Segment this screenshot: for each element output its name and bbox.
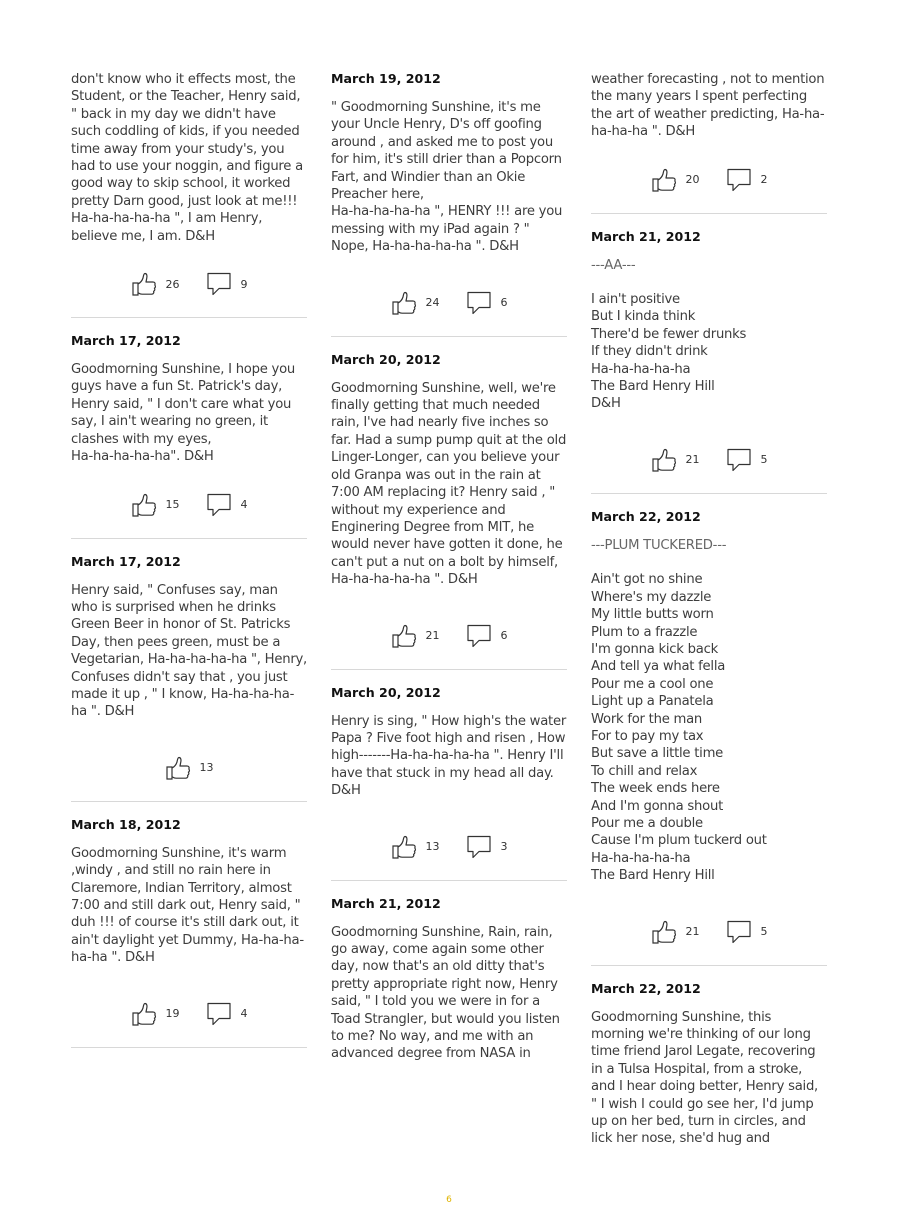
like-count: 20 [685, 173, 700, 187]
comment-count: 6 [500, 629, 508, 643]
post-date: March 18, 2012 [71, 816, 181, 832]
post-stats [331, 832, 567, 862]
thumbs-up-icon [391, 623, 417, 649]
post-stats [591, 917, 827, 947]
comment-stat[interactable] [466, 623, 508, 649]
comment-stat[interactable] [726, 167, 768, 193]
comment-bubble-icon [466, 290, 492, 316]
comment-stat[interactable] [726, 919, 768, 945]
thumbs-up-icon [391, 834, 417, 860]
poem-title: ---PLUM TUCKERED--- [591, 537, 727, 553]
post-body: Goodmorning Sunshine, I hope you guys have a fun St. Patrick's day, Henry said, " I don't care what you say, I ain't wearing no green, it clashes with my eyes, Ha-ha-ha-ha-ha". D&H [71, 362, 296, 465]
like-stat[interactable] [651, 167, 700, 193]
post-date: March 22, 2012 [591, 980, 701, 996]
post-date: March 17, 2012 [71, 333, 181, 349]
post-date: March 21, 2012 [591, 228, 701, 244]
post [591, 229, 827, 494]
comment-bubble-icon [726, 919, 752, 945]
like-stat[interactable] [131, 492, 180, 518]
comment-bubble-icon [726, 167, 752, 193]
like-stat[interactable] [391, 623, 440, 649]
post [71, 333, 307, 538]
like-stat[interactable] [391, 834, 440, 860]
post-date: March 22, 2012 [591, 508, 701, 524]
like-stat[interactable] [651, 919, 700, 945]
post-stats [331, 621, 567, 651]
post-divider [71, 1047, 307, 1048]
post-date: March 17, 2012 [71, 553, 181, 569]
thumbs-up-icon [165, 755, 191, 781]
thumbs-up-icon [131, 492, 157, 518]
page-number: 6 [446, 1195, 452, 1205]
post [71, 554, 307, 802]
post-stats [591, 165, 827, 195]
post-divider [591, 965, 827, 966]
comment-count: 6 [500, 296, 508, 310]
post-divider [331, 669, 567, 670]
poem-title: ---AA--- [591, 257, 636, 273]
like-stat[interactable] [651, 447, 700, 473]
comment-stat[interactable] [206, 1001, 248, 1027]
post-body: don't know who it effects most, the Student, or the Teacher, Henry said, " back in my day we didn't have such coddling of kids, if you needed time away from your study's, you had to use your noggin, and figure a good way to skip school, it worked pretty Darn good, just look at me!!! Ha-ha-ha-ha-ha ", I am Henry, believe me, I am. D&H [71, 72, 303, 244]
post-body: Ain't got no shine Where's my dazzle My little butts worn Plum to a frazzle I'm gonna kick back And tell ya what fella Pour me a cool one Light up a Panatela Work for the man For to pay my tax But save a little time To chill and relax The week ends here And I'm gonna shout Pour me a double Cause I'm plum tuckerd out Ha-ha-ha-ha-ha The Bard Henry Hill [591, 572, 767, 884]
like-stat[interactable] [165, 755, 214, 781]
comment-count: 5 [760, 453, 768, 467]
like-stat[interactable] [131, 1001, 180, 1027]
like-stat[interactable] [391, 290, 440, 316]
thumbs-up-icon [391, 290, 417, 316]
post-body: Henry is sing, " How high's the water Papa ? Five foot high and risen , How high-------Ha-ha-ha-ha-ha ". Henry I'll have that stuck in my head all day. D&H [331, 713, 566, 799]
post [591, 509, 827, 966]
like-count: 21 [685, 453, 700, 467]
post-body: weather forecasting , not to mention the many years I spent perfecting the art of weather predicting, Ha-ha-ha-ha-ha ". D&H [591, 72, 825, 140]
post-divider [331, 336, 567, 337]
post-divider [71, 317, 307, 318]
post-divider [331, 880, 567, 881]
comment-count: 3 [500, 840, 508, 854]
like-count: 19 [165, 1007, 180, 1021]
column-1 [71, 66, 307, 1063]
post [331, 685, 567, 881]
comment-count: 2 [760, 173, 768, 187]
post-divider [71, 538, 307, 539]
post-stats [331, 288, 567, 318]
post-stats [591, 445, 827, 475]
thumbs-up-icon [651, 919, 677, 945]
like-stat[interactable] [131, 271, 180, 297]
post-body: Goodmorning Sunshine, well, we're finally getting that much needed rain, I've had nearly five inches so far. Had a sump pump quit at the old Linger-Longer, can you believe your old Granpa was out in the rain at 7:00 AM replacing it? Henry said , " without my experience and Enginering Degree from MIT, he would never have gotten it done, he can't put a nut on a bolt by himself, Ha-ha-ha-ha-ha ". D&H [331, 380, 567, 588]
post-divider [591, 213, 827, 214]
post [331, 896, 567, 1063]
post-body: Goodmorning Sunshine, Rain, rain, go away, come again some other day, now that's an old ditty that's pretty appropriate right now, Henry said, " I told you we were in for a Toad Strangler, but would you listen to me? No way, and me with an advanced degree from NASA in [331, 924, 560, 1062]
comment-stat[interactable] [466, 834, 508, 860]
like-count: 21 [425, 629, 440, 643]
column-3 [591, 66, 827, 1148]
like-count: 24 [425, 296, 440, 310]
post [71, 817, 307, 1048]
comment-bubble-icon [466, 623, 492, 649]
thumbs-up-icon [651, 167, 677, 193]
comment-stat[interactable] [206, 271, 248, 297]
post-body: Goodmorning Sunshine, this morning we're thinking of our long time friend Jarol Legate, recovering in a Tulsa Hospital, from a stroke, and I hear doing better, Henry said, " I wish I could go see her, I'd jump up on her bed, turn in circles, and lick her nose, she'd hug and [591, 1009, 819, 1147]
comment-bubble-icon [726, 447, 752, 473]
post-body: Goodmorning Sunshine, it's warm ,windy , and still no rain here in Claremore, Indian Territory, almost 7:00 and still dark out, Henry said, " duh !!! of course it's still dark out, it ain't daylight yet Dummy, Ha-ha-ha-ha-ha ". D&H [71, 845, 304, 966]
column-2 [331, 66, 567, 1063]
post-stats [71, 999, 307, 1029]
post-stats [71, 269, 307, 299]
like-count: 21 [685, 925, 700, 939]
thumbs-up-icon [651, 447, 677, 473]
post-date: March 20, 2012 [331, 684, 441, 700]
like-count: 13 [425, 840, 440, 854]
post-date: March 19, 2012 [331, 71, 441, 86]
like-count: 13 [199, 761, 214, 775]
like-count: 26 [165, 277, 180, 291]
post-body: I ain't positive But I kinda think There'd be fewer drunks If they didn't drink Ha-ha-ha-ha-ha The Bard Henry Hill D&H [591, 292, 747, 412]
comment-count: 4 [240, 1007, 248, 1021]
comment-bubble-icon [466, 834, 492, 860]
thumbs-up-icon [131, 1001, 157, 1027]
comment-count: 4 [240, 498, 248, 511]
post [591, 981, 827, 1148]
thumbs-up-icon [131, 271, 157, 297]
post-stats [71, 753, 307, 783]
post [331, 71, 567, 337]
comment-bubble-icon [206, 1001, 232, 1027]
comment-count: 5 [760, 925, 768, 939]
post-date: March 20, 2012 [331, 351, 441, 367]
post [331, 352, 567, 670]
like-count: 15 [165, 498, 180, 511]
post-date: March 21, 2012 [331, 895, 441, 911]
comment-stat[interactable] [466, 290, 508, 316]
post-stats [71, 490, 307, 520]
comment-stat[interactable] [206, 492, 248, 518]
post-divider [591, 493, 827, 494]
post [591, 71, 827, 214]
comment-bubble-icon [206, 492, 232, 518]
comment-count: 9 [240, 277, 248, 291]
comment-bubble-icon [206, 271, 232, 297]
comment-stat[interactable] [726, 447, 768, 473]
post-body: Henry said, " Confuses say, man who is surprised when he drinks Green Beer in honor of St. Patricks Day, then pees green, must be a Vegetarian, Ha-ha-ha-ha-ha ", Henry, Confuses didn't say that , you just made it up , " I know, Ha-ha-ha-ha-ha ". D&H [71, 582, 307, 720]
post-body: " Goodmorning Sunshine, it's me your Uncle Henry, D's off goofing around , and asked me to post you for him, it's still drier than a Popcorn Fart, and Windier than an Okie Preacher here, Ha-ha-ha-ha-ha ", HENRY !!! are you messing with my iPad again ? " Nope, Ha-ha-ha-ha-ha ". D&H [331, 100, 563, 255]
post [71, 71, 307, 318]
post-divider [71, 801, 307, 802]
